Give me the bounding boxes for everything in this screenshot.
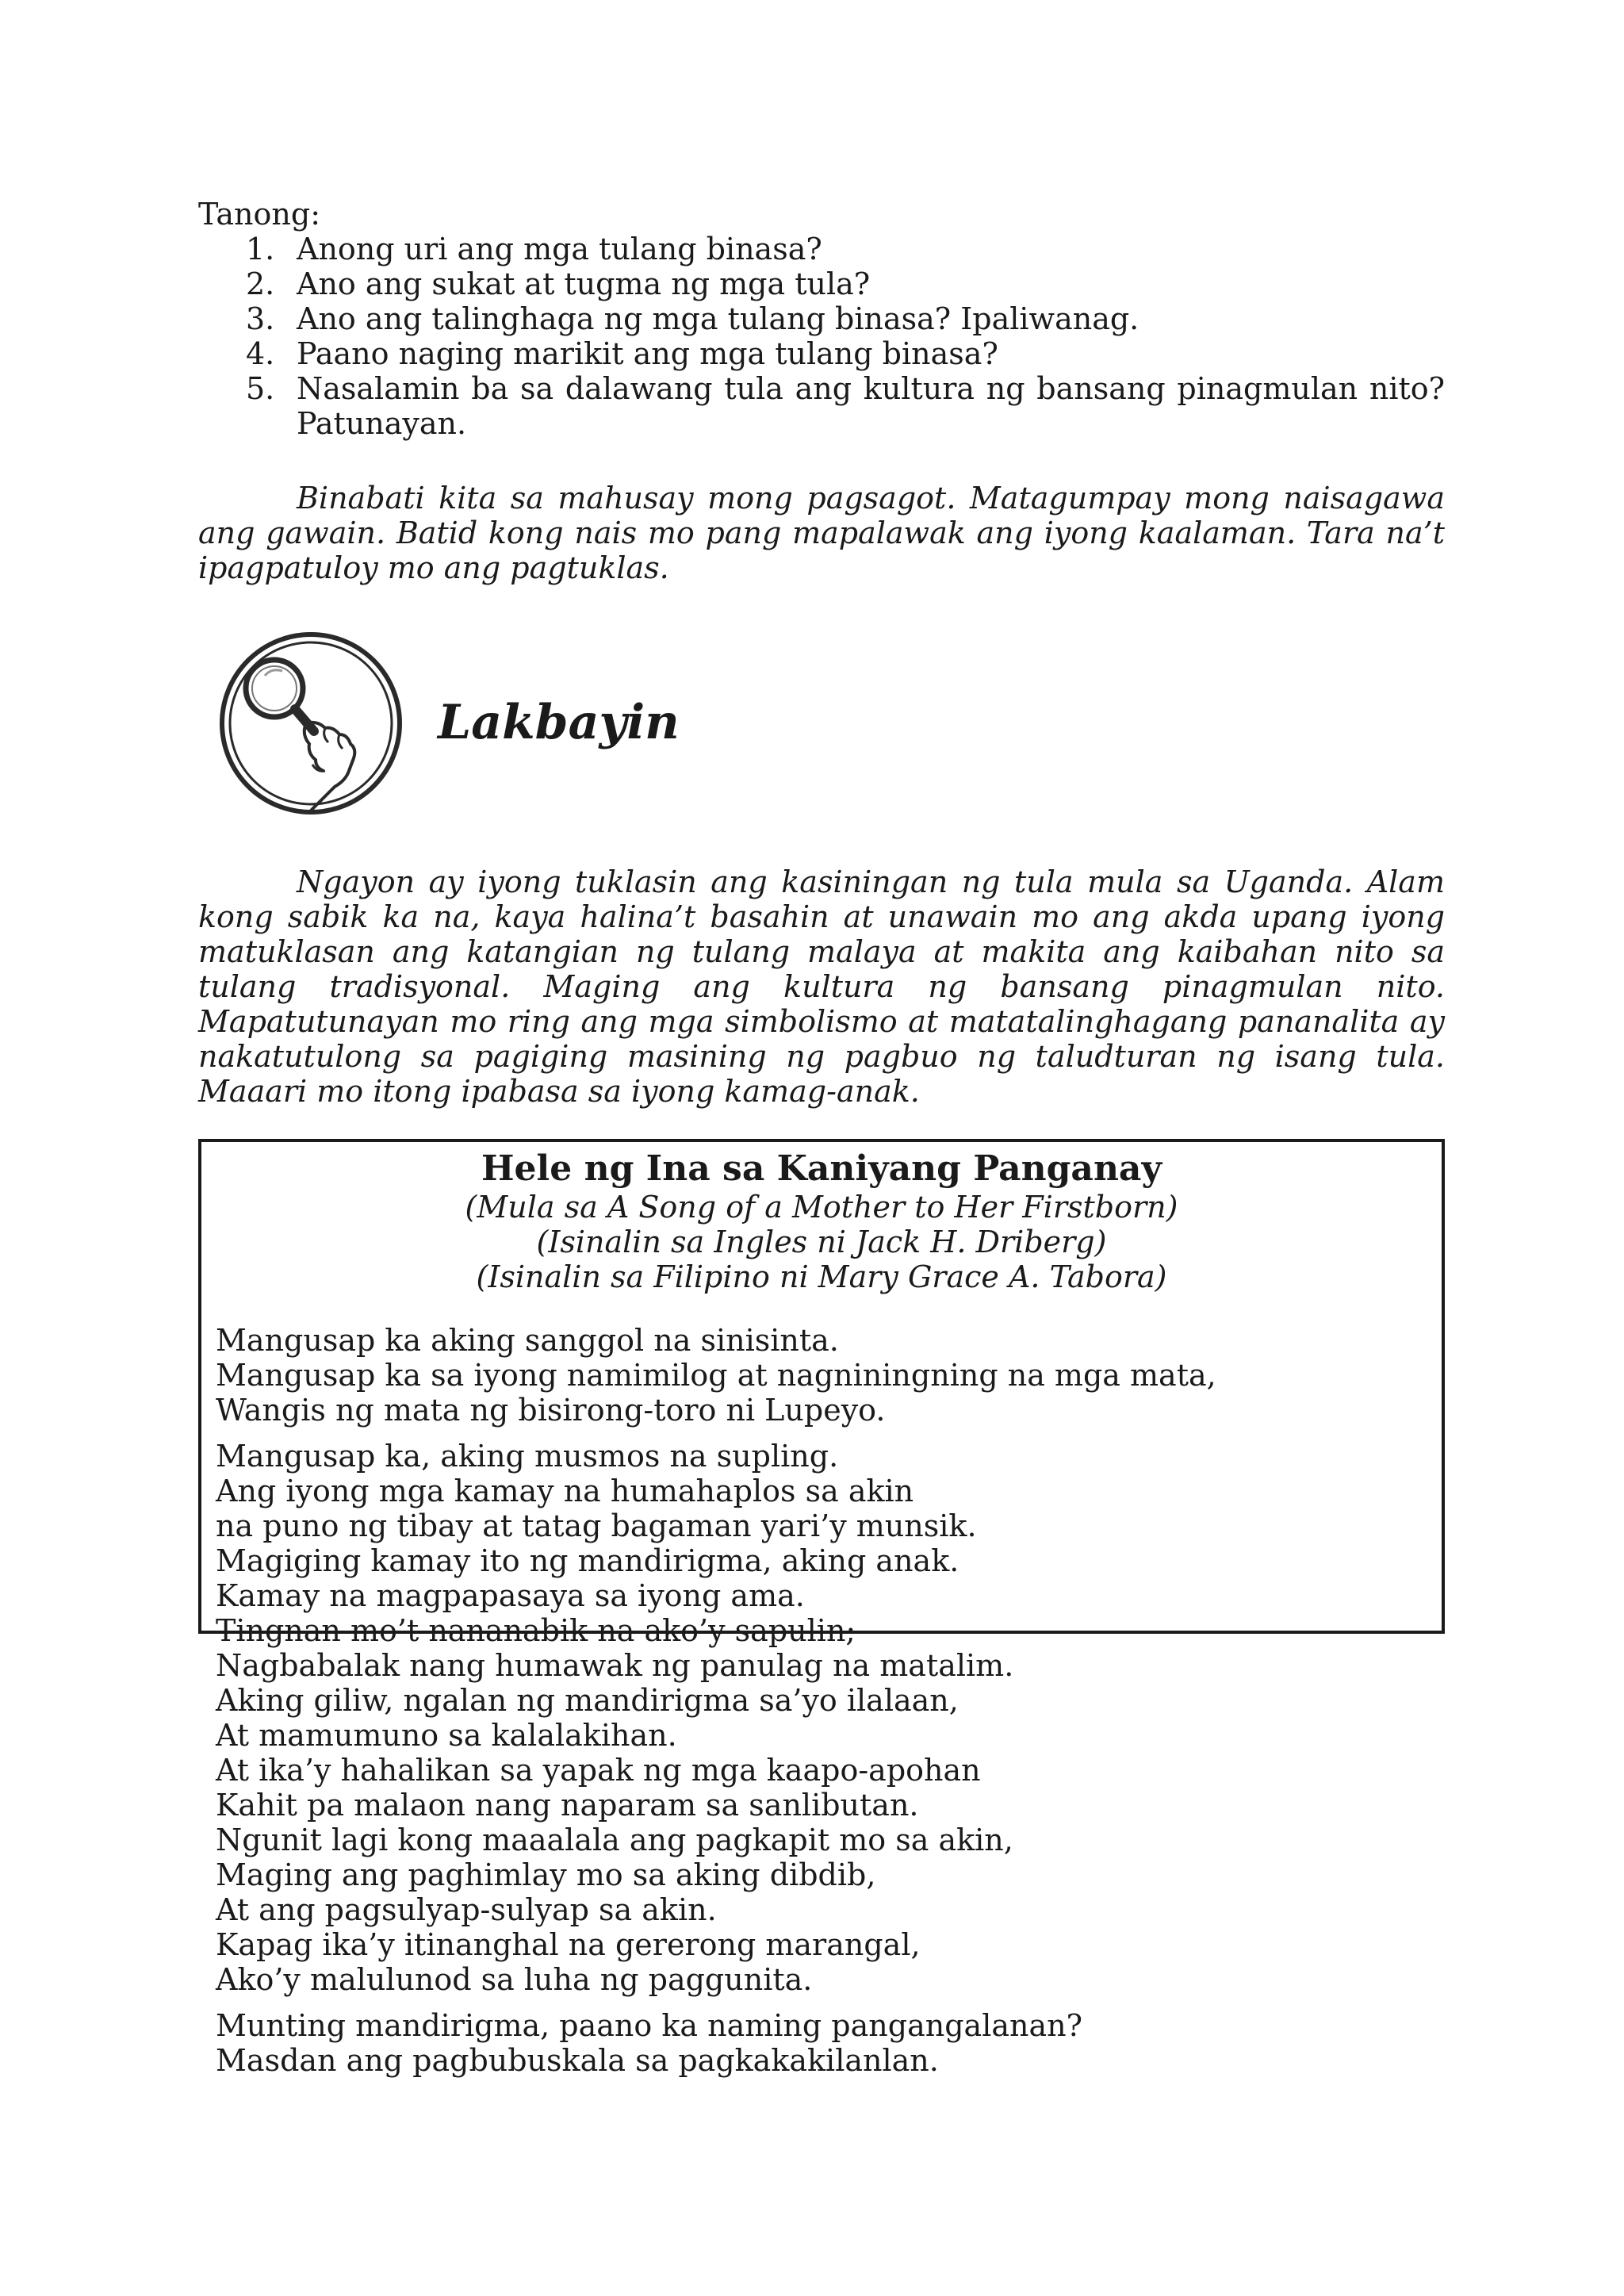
question-text: Ano ang sukat at tugma ng mga tula?: [297, 266, 871, 301]
questions-list: [198, 232, 1445, 441]
poem-line: Kamay na magpapasaya sa iyong ama.: [216, 1578, 805, 1613]
question-item: [198, 232, 1445, 266]
poem-line: Munting mandirigma, paano ka naming pangangalanan?: [216, 2008, 1082, 2043]
poem-line: Tingnan mo’t nananabik na ako’y sapulin;: [216, 1613, 856, 1648]
intro-paragraph: Ngayon ay iyong tuklasin ang kasiningan ng tula mula sa Uganda. Alam kong sabik ka na, kaya halina’t basahin at unawain mo ang akda upang iyong matuklasan ang katangian ng tulang malaya at makita ang kaibahan nito sa tulang tradisyonal. Maging ang kultura ng bansang pinagmulan nito. Mapatutunayan mo ring ang mga simbolismo at matatalinghagang pananalita ay nakatutulong sa pagiging masining ng pagbuo ng taludturan ng isang tula. Maaari mo itong ipabasa sa iyong kamag-anak.: [198, 864, 1445, 1109]
poem-line: At mamumuno sa kalalakihan.: [216, 1718, 677, 1753]
question-text: Anong uri ang mga tulang binasa?: [297, 232, 822, 266]
poem-stanza: [216, 2008, 1427, 2078]
question-item: [198, 336, 1445, 371]
poem-line: Kapag ika’y itinanghal na gererong marangal,: [216, 1927, 921, 1962]
poem-line: Masdan ang pagbubuskala sa pagkakakilanlan.: [216, 2043, 939, 2078]
poem-line: Mangusap ka sa iyong namimilog at nagniningning na mga mata,: [216, 1358, 1216, 1393]
poem-stanza: [216, 1323, 1427, 1428]
question-number: 1.: [246, 232, 275, 266]
poem-line: Ang iyong mga kamay na humahaplos sa akin: [216, 1474, 914, 1508]
question-number: 5.: [246, 371, 275, 406]
question-number: 3.: [246, 301, 275, 336]
poem-line: Wangis ng mata ng bisirong-toro ni Lupeyo.: [216, 1393, 886, 1428]
question-item: [198, 301, 1445, 336]
question-text: Nasalamin ba sa dalawang tula ang kultura ng bansang pinagmulan nito? Patunayan.: [297, 371, 1445, 441]
poem-line: Mangusap ka, aking musmos na supling.: [216, 1439, 839, 1474]
poem-stanza: [216, 1439, 1427, 1997]
section-header: [198, 630, 1445, 817]
questions-label: Tanong:: [198, 197, 321, 232]
poem-line: Kahit pa malaon nang naparam sa sanlibutan.: [216, 1788, 919, 1823]
poem-line: At ang pagsulyap-sulyap sa akin.: [216, 1892, 717, 1927]
poem-line: na puno ng tibay at tatag bagaman yari’y munsik.: [216, 1508, 977, 1543]
section-title: Lakbayin: [438, 695, 680, 750]
magnifying-glass-icon: [217, 630, 404, 817]
question-item: [198, 371, 1445, 441]
poem-line: At ika’y hahalikan sa yapak ng mga kaapo-apohan: [216, 1753, 981, 1788]
poem-line: Ako’y malulunod sa luha ng paggunita.: [216, 1962, 813, 1997]
document-page: [198, 197, 1445, 2078]
poem-line: Mangusap ka aking sanggol na sinisinta.: [216, 1323, 839, 1358]
poem-box: [198, 1139, 1445, 2078]
poem-line: Nagbabalak nang humawak ng panulag na matalim.: [216, 1648, 1014, 1683]
question-text: Ano ang talinghaga ng mga tulang binasa? Ipaliwanag.: [297, 301, 1139, 336]
poem-line: Maging ang paghimlay mo sa aking dibdib,: [216, 1857, 876, 1892]
question-number: 4.: [246, 336, 275, 371]
question-number: 2.: [246, 266, 275, 301]
praise-paragraph: Binabati kita sa mahusay mong pagsagot. Matagumpay mong naisagawa ang gawain. Batid kong nais mo pang mapalawak ang iyong kaalaman. Tara na’t ipagpatuloy mo ang pagtuklas.: [198, 481, 1445, 585]
poem-title: Hele ng Ina sa Kaniyang Panganay: [481, 1148, 1162, 1189]
poem-subtitle: (Isinalin sa Ingles ni Jack H. Driberg): [536, 1225, 1107, 1259]
poem-subtitle: (Mula sa A Song of a Mother to Her Firstborn): [465, 1190, 1178, 1225]
poem-subtitle: (Isinalin sa Filipino ni Mary Grace A. Tabora): [476, 1259, 1167, 1294]
question-item: [198, 266, 1445, 301]
poem-line: Aking giliw, ngalan ng mandirigma sa’yo ilalaan,: [216, 1683, 959, 1718]
poem-line: Ngunit lagi kong maaalala ang pagkapit mo sa akin,: [216, 1823, 1013, 1857]
question-text: Paano naging marikit ang mga tulang binasa?: [297, 336, 998, 371]
poem-line: Magiging kamay ito ng mandirigma, aking anak.: [216, 1543, 959, 1578]
